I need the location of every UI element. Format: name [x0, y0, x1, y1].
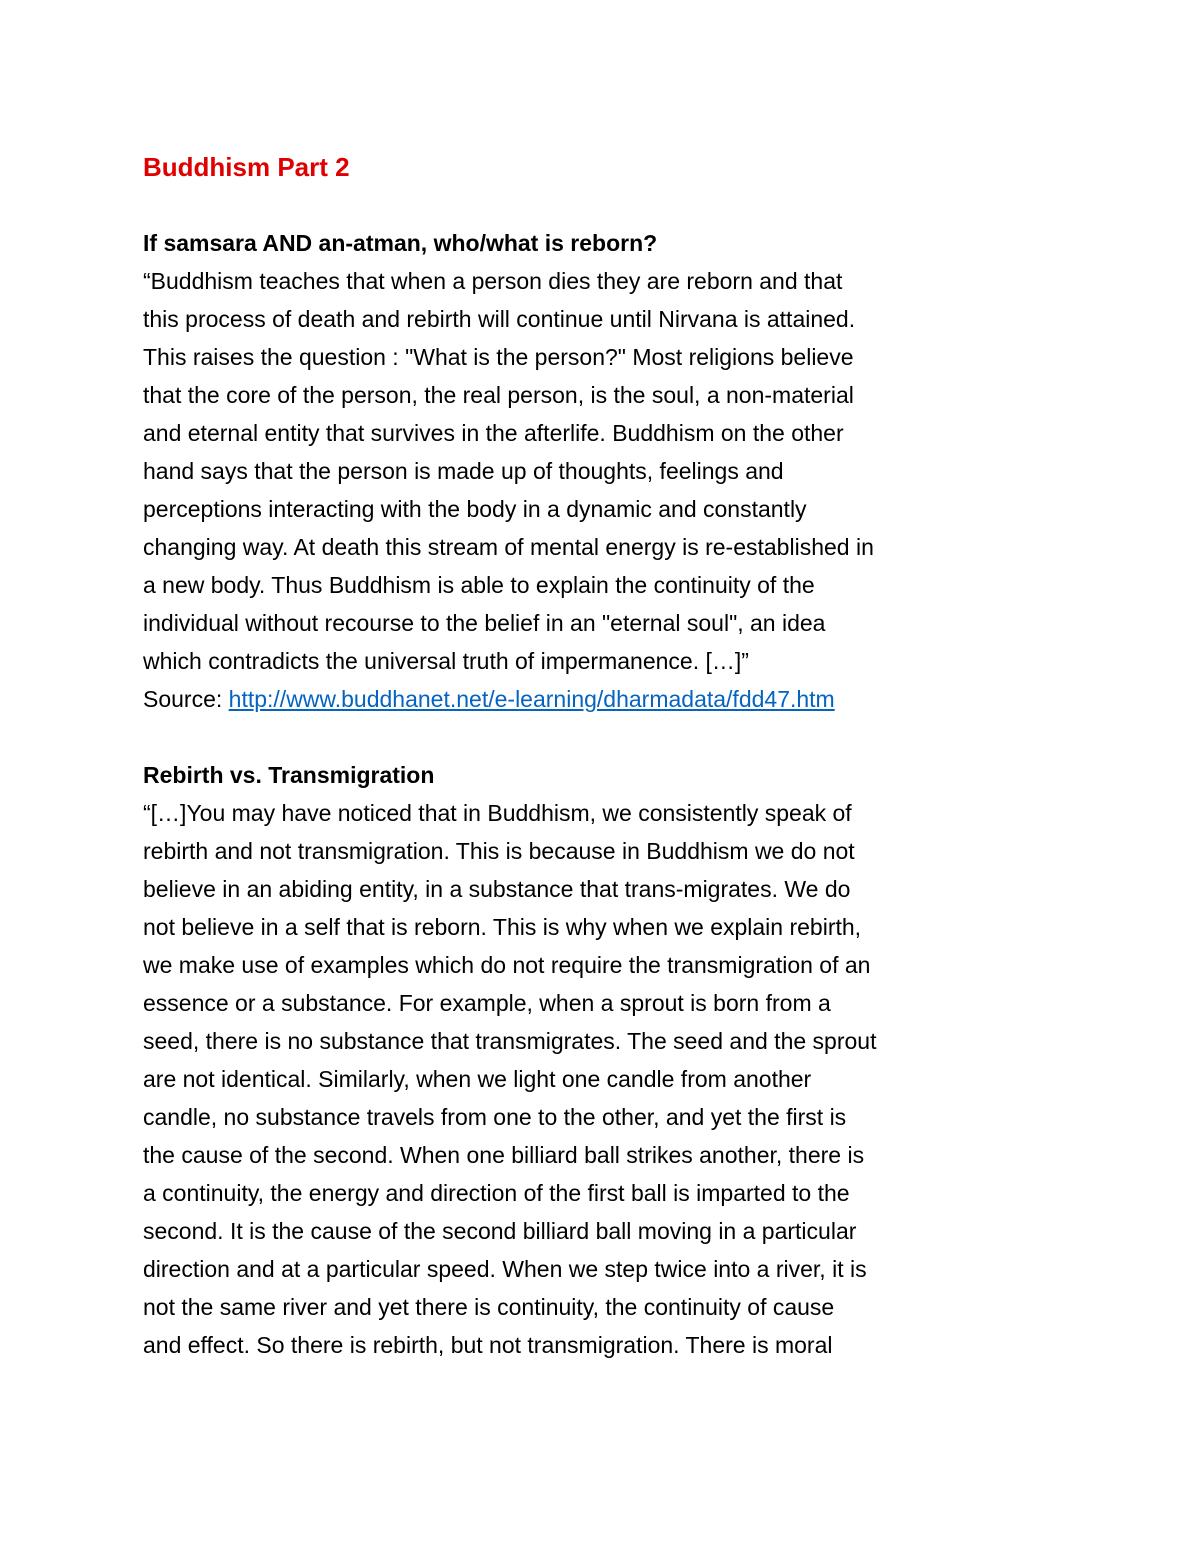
- paragraph-line: direction and at a particular speed. When we step twice into a river, it is: [143, 1256, 867, 1282]
- paragraph-line: second. It is the cause of the second billiard ball moving in a particular: [143, 1218, 857, 1244]
- paragraph-line: “[…]You may have noticed that in Buddhism, we consistently speak of: [143, 800, 852, 826]
- source-line: [143, 680, 1073, 718]
- paragraph-line: “Buddhism teaches that when a person dies they are reborn and that: [143, 268, 843, 294]
- paragraph-line: and eternal entity that survives in the afterlife. Buddhism on the other: [143, 420, 844, 446]
- paragraph-line: candle, no substance travels from one to the other, and yet the first is: [143, 1104, 847, 1130]
- section-heading: If samsara AND an-atman, who/what is reborn?: [143, 230, 658, 256]
- paragraph-line: and effect. So there is rebirth, but not transmigration. There is moral: [143, 1332, 833, 1358]
- source-link[interactable]: http://www.buddhanet.net/e-learning/dharmadata/fdd47.htm: [228, 686, 835, 712]
- source-label: Source:: [143, 686, 229, 712]
- section-heading: Rebirth vs. Transmigration: [143, 762, 435, 788]
- document-body: [143, 148, 1073, 1364]
- paragraph-line: hand says that the person is made up of thoughts, feelings and: [143, 458, 784, 484]
- paragraph-line: are not identical. Similarly, when we light one candle from another: [143, 1066, 812, 1092]
- section-rebirth-vs-transmigration: [143, 756, 1073, 1364]
- paragraph-line: which contradicts the universal truth of impermanence. […]”: [143, 648, 749, 674]
- paragraph-line: the cause of the second. When one billiard ball strikes another, there is: [143, 1142, 865, 1168]
- paragraph-line: changing way. At death this stream of mental energy is re-established in: [143, 534, 874, 560]
- paragraph-line: seed, there is no substance that transmigrates. The seed and the sprout: [143, 1028, 877, 1054]
- blank-line: [143, 186, 1073, 224]
- section-rebirth-question: [143, 224, 1073, 718]
- paragraph-line: this process of death and rebirth will continue until Nirvana is attained.: [143, 306, 856, 332]
- paragraph-line: not believe in a self that is reborn. This is why when we explain rebirth,: [143, 914, 862, 940]
- paragraph-line: This raises the question : "What is the person?" Most religions believe: [143, 344, 854, 370]
- paragraph-line: that the core of the person, the real person, is the soul, a non-material: [143, 382, 854, 408]
- blank-line: [143, 718, 1073, 756]
- paragraph-line: a continuity, the energy and direction of the first ball is imparted to the: [143, 1180, 850, 1206]
- paragraph-line: essence or a substance. For example, when a sprout is born from a: [143, 990, 831, 1016]
- paragraph-line: believe in an abiding entity, in a substance that trans-migrates. We do: [143, 876, 851, 902]
- paragraph-line: perceptions interacting with the body in a dynamic and constantly: [143, 496, 807, 522]
- paragraph-line: a new body. Thus Buddhism is able to explain the continuity of the: [143, 572, 815, 598]
- paragraph-line: rebirth and not transmigration. This is because in Buddhism we do not: [143, 838, 855, 864]
- paragraph-line: not the same river and yet there is continuity, the continuity of cause: [143, 1294, 835, 1320]
- paragraph-line: individual without recourse to the belief in an "eternal soul", an idea: [143, 610, 826, 636]
- document-title: Buddhism Part 2: [143, 152, 350, 182]
- paragraph-line: we make use of examples which do not require the transmigration of an: [143, 952, 871, 978]
